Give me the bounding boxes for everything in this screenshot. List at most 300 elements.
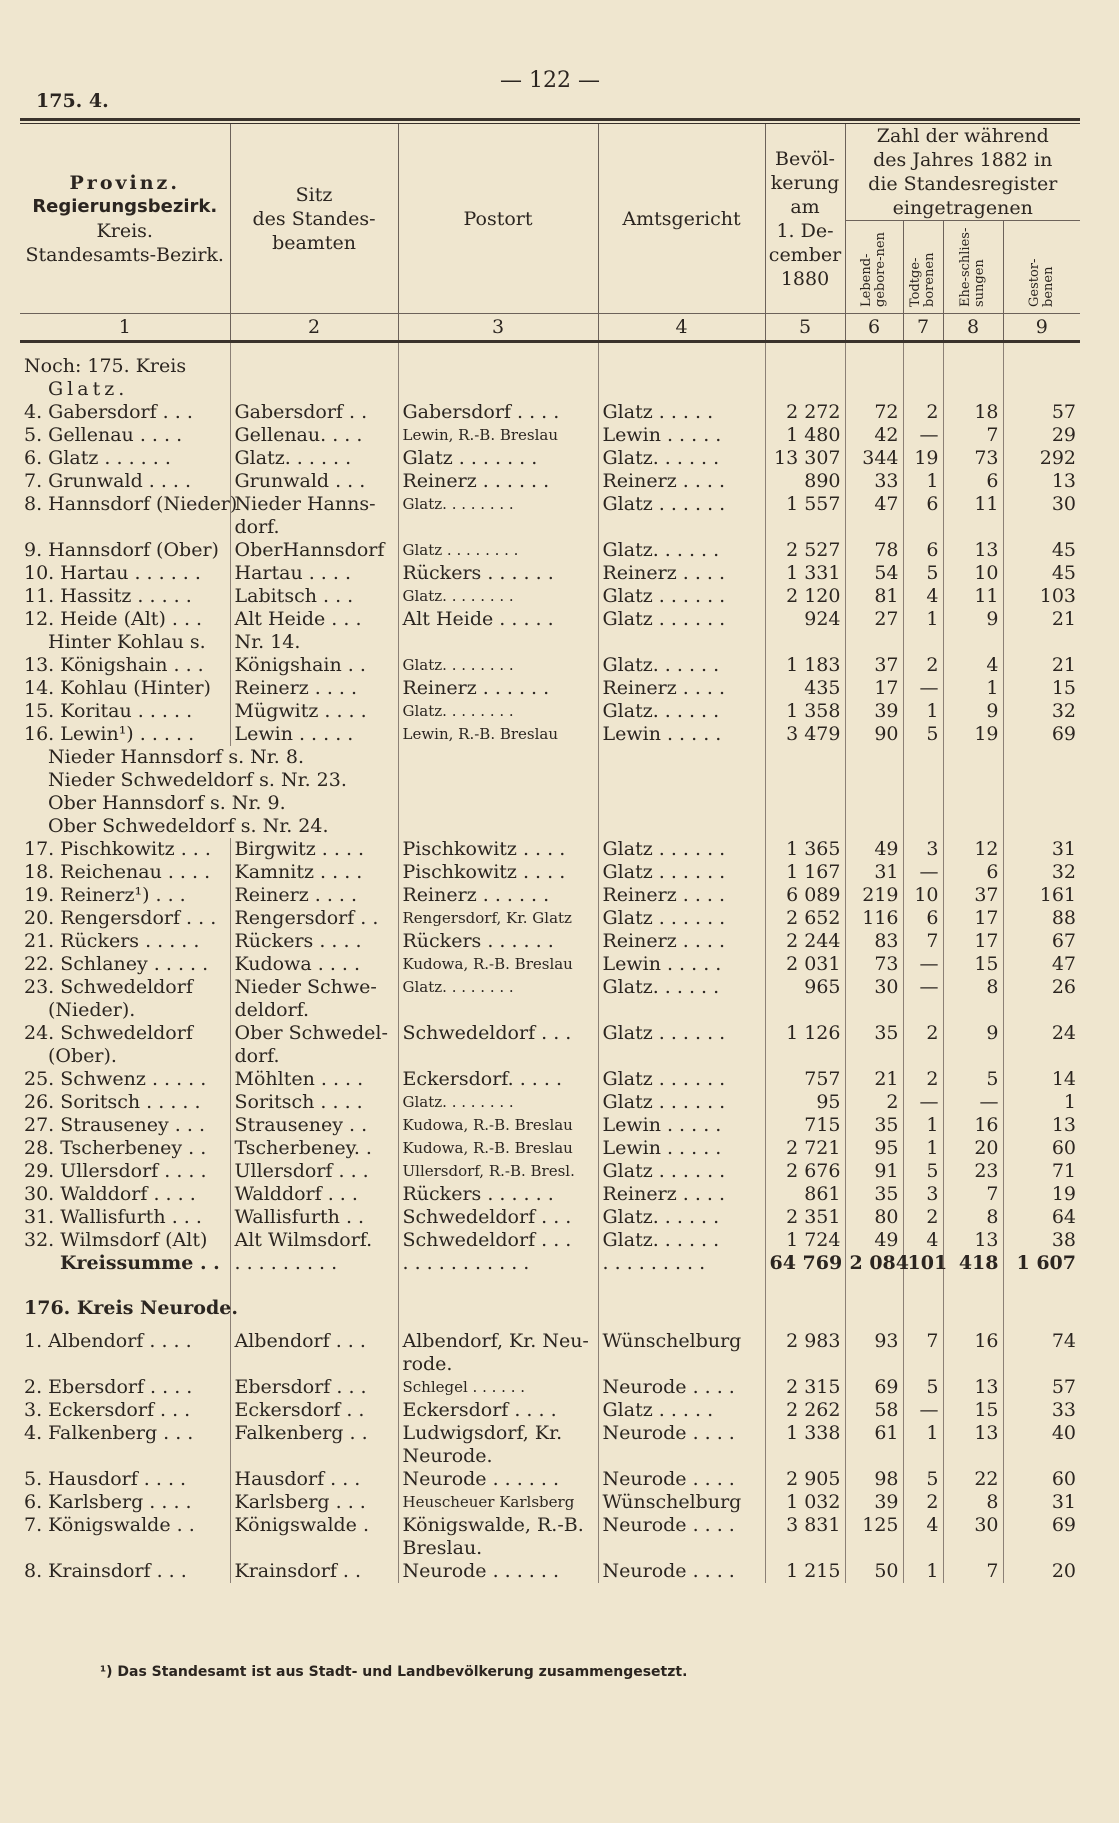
- cell-col-3: Gabersdorf . . . .: [398, 401, 598, 424]
- cell-col-6: [845, 999, 903, 1022]
- cell-col-1: Hinter Kohlau s.: [20, 631, 230, 654]
- table-row: [20, 1491, 1080, 1514]
- cell-col-1: 4. Falkenberg . . .: [20, 1422, 230, 1445]
- cell-col-7: 2: [903, 1068, 943, 1091]
- cell-col-8: —: [943, 1091, 1003, 1114]
- table-row: [20, 424, 1080, 447]
- cell-col-9: 21: [1051, 654, 1076, 676]
- table-row: [20, 1330, 1080, 1353]
- cell-col-2: [398, 792, 598, 815]
- cell-col-3: Glatz. . . . . . . .: [398, 700, 598, 723]
- cell-col-7: 5: [903, 1468, 943, 1491]
- table-row: [20, 1206, 1080, 1229]
- cell-col-3: Heuscheuer Karlsberg: [398, 1491, 598, 1514]
- table-row: [20, 585, 1080, 608]
- cell-col-9: 31: [1051, 1491, 1076, 1513]
- cell-col-1: 22. Schlaney . . . . .: [20, 953, 230, 976]
- cell-col-3: Reinerz . . . . . .: [398, 677, 598, 700]
- cell-col-4: Neurode . . . .: [598, 1376, 765, 1399]
- table-row: [20, 861, 1080, 884]
- table-row: [20, 907, 1080, 930]
- cell-col-5: 2 031: [765, 953, 845, 976]
- kreis-heading: [20, 355, 1080, 378]
- table-row: [20, 447, 1080, 470]
- cell-col-8: 8: [943, 976, 1003, 999]
- cell-col-6: [845, 343, 903, 355]
- cell-col-7: [903, 1353, 943, 1376]
- cell-col-3: Ludwigsdorf, Kr.: [398, 1422, 598, 1445]
- cell-col-9: 57: [1051, 401, 1076, 423]
- cell-col-7: 6: [903, 493, 943, 516]
- cell-col-9: [1003, 999, 1080, 1022]
- cell-col-9: 1: [1063, 1091, 1076, 1113]
- cell-col-4: Reinerz . . . .: [598, 562, 765, 585]
- cell-col-7: [903, 1320, 943, 1330]
- cell-col-3: [398, 999, 598, 1022]
- cell-col-1: 31. Wallisfurth . . .: [20, 1206, 230, 1229]
- cell-col-8: 7: [943, 424, 1003, 447]
- table-row: [20, 1229, 1080, 1252]
- cell-col-9: 88: [1051, 907, 1076, 929]
- cell-col-5: [845, 746, 903, 769]
- cell-col-6: [903, 815, 943, 838]
- cell-col-8: 20: [943, 1137, 1003, 1160]
- cell-col-5: 2 721: [765, 1137, 845, 1160]
- cell-col-7: 7: [903, 1330, 943, 1353]
- cell-col-9: [1003, 1045, 1080, 1068]
- cell-col-9: 30: [1051, 493, 1076, 515]
- cell-col-9: 45: [1051, 562, 1076, 584]
- cell-col-4: [765, 769, 845, 792]
- cell-col-2: Krainsdorf . .: [230, 1560, 398, 1583]
- cell-col-1: 14. Kohlau (Hinter): [20, 677, 230, 700]
- col-header-7: Todtge-borenen: [903, 221, 943, 314]
- cell-col-6: 54: [845, 562, 903, 585]
- cell-col-3: [598, 792, 765, 815]
- cell-col-4: Glatz. . . . . .: [598, 976, 765, 999]
- cell-col-3: Schwedeldorf . . .: [398, 1206, 598, 1229]
- cell-col-9: 74: [1051, 1330, 1076, 1352]
- cell-col-2: Lewin . . . . .: [230, 723, 398, 746]
- cell-col-2: Alt Wilmsdorf.: [230, 1229, 398, 1252]
- cell-col-7: 5: [903, 1160, 943, 1183]
- cell-col-7: —: [903, 1091, 943, 1114]
- table-row: [20, 723, 1080, 746]
- cell-col-1: [20, 516, 230, 539]
- cell-col-3: [398, 1320, 598, 1330]
- cell-col-6: 35: [845, 1114, 903, 1137]
- table-row: [20, 838, 1080, 861]
- cell-col-4: [598, 1445, 765, 1468]
- cell-col-9: 47: [1051, 953, 1076, 975]
- cell-col-2: Rengersdorf . .: [230, 907, 398, 930]
- col-header-6: Lebend-gebore-nen: [845, 221, 903, 314]
- cell-col-6: [845, 516, 903, 539]
- cell-col-5: 435: [765, 677, 845, 700]
- cell-col-8: [943, 1320, 1003, 1330]
- cell-col-3: Rückers . . . . . .: [398, 930, 598, 953]
- table-row: [20, 401, 1080, 424]
- cell-col-3: Neurode . . . . . .: [398, 1560, 598, 1583]
- crossref-row: [20, 815, 1080, 838]
- cell-col-5: 2 120: [765, 585, 845, 608]
- cell-col-6: 98: [845, 1468, 903, 1491]
- cell-col-4: Glatz . . . . .: [598, 1399, 765, 1422]
- cell-col-2: Nieder Schwe-: [230, 976, 398, 999]
- cell-col-5: 2 262: [765, 1399, 845, 1422]
- cell-col-1: 10. Hartau . . . . . .: [20, 562, 230, 585]
- cell-col-8: 6: [943, 861, 1003, 884]
- cell-col-7: 19: [903, 447, 943, 470]
- cell-col-6: [845, 355, 903, 378]
- cell-col-5: 95: [765, 1091, 845, 1114]
- cell-col-2: [230, 1320, 398, 1330]
- cell-col-8: 22: [943, 1468, 1003, 1491]
- cell-col-7: [903, 631, 943, 654]
- table-row: [20, 470, 1080, 493]
- cell-col-7: 3: [903, 838, 943, 861]
- cell-col-8: [1003, 769, 1080, 792]
- cell-col-7: 6: [903, 907, 943, 930]
- cell-col-2: dorf.: [230, 516, 398, 539]
- cell-col-7: 5: [903, 1376, 943, 1399]
- cell-col-1: 3. Eckersdorf . . .: [20, 1399, 230, 1422]
- cell-col-3: Neurode . . . . . .: [398, 1468, 598, 1491]
- cell-col-9: 29: [1051, 424, 1076, 446]
- cell-col-1: 4. Gabersdorf . . .: [20, 401, 230, 424]
- cell-col-3: Glatz. . . . . . . .: [398, 976, 598, 999]
- cell-col-2: Alt Heide . . .: [230, 608, 398, 631]
- cell-col-4: . . . . . . . . .: [598, 1252, 765, 1275]
- cell-col-1: 9. Hannsdorf (Ober): [20, 539, 230, 562]
- cell-col-6: [845, 1297, 903, 1320]
- cell-col-2: [230, 343, 398, 355]
- cell-col-1: 27. Strauseney . . .: [20, 1114, 230, 1137]
- cell-col-3: Schwedeldorf . . .: [398, 1022, 598, 1045]
- cell-col-4: Glatz . . . . . .: [598, 493, 765, 516]
- table-row: [20, 1091, 1080, 1114]
- cell-col-5: 1 183: [765, 654, 845, 677]
- cell-col-9: [1003, 631, 1080, 654]
- cell-col-5: [765, 1320, 845, 1330]
- cell-col-7: 1: [903, 1422, 943, 1445]
- cell-col-5: 924: [765, 608, 845, 631]
- cell-col-8: 37: [943, 884, 1003, 907]
- cell-col-3: Eckersdorf . . . .: [398, 1399, 598, 1422]
- table-row: [20, 631, 1080, 654]
- cell-col-3: Glatz. . . . . . . .: [398, 493, 598, 516]
- cell-col-6: 39: [845, 1491, 903, 1514]
- cell-col-2: [398, 815, 598, 838]
- cell-col-1: Nieder Schwedeldorf s. Nr. 23.: [20, 769, 398, 792]
- cell-col-4: Glatz. . . . . .: [598, 1229, 765, 1252]
- cell-col-4: Glatz . . . . . .: [598, 1068, 765, 1091]
- cell-col-4: Reinerz . . . .: [598, 930, 765, 953]
- cell-col-8: [943, 1275, 1003, 1297]
- cell-col-3: Rückers . . . . . .: [398, 1183, 598, 1206]
- cell-col-3: Ullersdorf, R.-B. Bresl.: [398, 1160, 598, 1183]
- cell-col-8: 13: [943, 1376, 1003, 1399]
- cell-col-5: 2 351: [765, 1206, 845, 1229]
- cell-col-5: [765, 378, 845, 401]
- cell-col-1: 6. Glatz . . . . . .: [20, 447, 230, 470]
- cell-col-6: [845, 1537, 903, 1560]
- cell-col-7: 1: [903, 1114, 943, 1137]
- cell-col-7: [903, 343, 943, 355]
- cell-col-8: 11: [943, 493, 1003, 516]
- table-row: [20, 654, 1080, 677]
- table-row: [20, 562, 1080, 585]
- cell-col-4: Glatz. . . . . .: [598, 447, 765, 470]
- kreissumme-row: [20, 1252, 1080, 1275]
- cell-col-7: [903, 1445, 943, 1468]
- cell-col-7: 5: [903, 562, 943, 585]
- cell-col-4: Glatz. . . . . .: [598, 700, 765, 723]
- cell-col-1: 8. Krainsdorf . . .: [20, 1560, 230, 1583]
- cell-col-4: Wünschelburg: [598, 1330, 765, 1353]
- cell-col-9: [1003, 1537, 1080, 1560]
- cell-col-4: [598, 516, 765, 539]
- spacer-row: [20, 1320, 1080, 1330]
- cell-col-7: 2: [903, 1022, 943, 1045]
- table-row: [20, 1045, 1080, 1068]
- cell-col-8: [943, 516, 1003, 539]
- table-row: [20, 1399, 1080, 1422]
- cell-col-3: Kudowa, R.-B. Breslau: [398, 1137, 598, 1160]
- cell-col-5: 2 527: [765, 539, 845, 562]
- cell-col-3: Kudowa, R.-B. Breslau: [398, 953, 598, 976]
- cell-col-6: 21: [845, 1068, 903, 1091]
- cell-col-9: 60: [1051, 1137, 1076, 1159]
- register-table-body: [20, 343, 1080, 1583]
- cell-col-5: [765, 355, 845, 378]
- cell-col-8: [1003, 815, 1080, 838]
- cell-col-8: 13: [943, 1229, 1003, 1252]
- cell-col-3: Schlegel . . . . . .: [398, 1376, 598, 1399]
- cell-col-7: —: [903, 861, 943, 884]
- register-table: [20, 343, 1080, 1583]
- cell-col-5: [765, 516, 845, 539]
- cell-col-2: Rückers . . . .: [230, 930, 398, 953]
- cell-col-2: Albendorf . . .: [230, 1330, 398, 1353]
- page-number: — 122 —: [500, 68, 600, 93]
- cell-col-8: 4: [943, 654, 1003, 677]
- cell-col-6: 42: [845, 424, 903, 447]
- cell-col-2: Nr. 14.: [230, 631, 398, 654]
- cell-col-6: 17: [845, 677, 903, 700]
- cell-col-9: 32: [1051, 700, 1076, 722]
- cell-col-6: 90: [845, 723, 903, 746]
- cell-col-7: [943, 792, 1003, 815]
- cell-col-9: [1003, 1275, 1080, 1297]
- cell-col-4: Glatz. . . . . .: [598, 654, 765, 677]
- cell-col-5: [765, 631, 845, 654]
- cell-col-7: [903, 1297, 943, 1320]
- cell-col-2: OberHannsdorf: [230, 539, 398, 562]
- cell-col-2: [230, 355, 398, 378]
- table-row: [20, 539, 1080, 562]
- cell-col-9: 161: [1039, 884, 1076, 906]
- spacer-row: [20, 1275, 1080, 1297]
- cell-col-4: Glatz . . . . . .: [598, 1022, 765, 1045]
- cell-col-4: [598, 631, 765, 654]
- cell-col-2: Walddorf . . .: [230, 1183, 398, 1206]
- table-row: [20, 1468, 1080, 1491]
- cell-col-4: [598, 1537, 765, 1560]
- cell-col-9: 32: [1051, 861, 1076, 883]
- cell-col-8: 17: [943, 930, 1003, 953]
- cell-col-7: [903, 1275, 943, 1297]
- cell-col-7: 1: [903, 470, 943, 493]
- cell-col-9: 292: [1039, 447, 1076, 469]
- cell-col-9: 21: [1051, 608, 1076, 630]
- cell-col-9: [1003, 1297, 1080, 1320]
- cell-col-1: 17. Pischkowitz . . .: [20, 838, 230, 861]
- table-row: [20, 976, 1080, 999]
- cell-col-7: 2: [903, 1491, 943, 1514]
- cell-col-4: Neurode . . . .: [598, 1422, 765, 1445]
- cell-col-6: 2: [845, 1091, 903, 1114]
- cell-col-2: Eckersdorf . .: [230, 1399, 398, 1422]
- cell-col-6: 31: [845, 861, 903, 884]
- cell-col-2: Möhlten . . . .: [230, 1068, 398, 1091]
- cell-col-4: Glatz . . . . . .: [598, 907, 765, 930]
- cell-col-3: Kudowa, R.-B. Breslau: [398, 1114, 598, 1137]
- cell-col-5: 965: [765, 976, 845, 999]
- cell-col-3: Eckersdorf. . . . .: [398, 1068, 598, 1091]
- footnote: ¹) Das Standesamt ist aus Stadt- und Landbevölkerung zusammengesetzt.: [100, 1664, 688, 1680]
- cell-col-8: [1003, 792, 1080, 815]
- cell-col-2: Gellenau. . . .: [230, 424, 398, 447]
- cell-col-6: 344: [845, 447, 903, 470]
- cell-col-8: 18: [943, 401, 1003, 424]
- cell-col-6: 35: [845, 1022, 903, 1045]
- cell-col-5: 2 676: [765, 1160, 845, 1183]
- cell-col-6: 78: [845, 539, 903, 562]
- cell-col-9: 57: [1051, 1376, 1076, 1398]
- cell-col-4: Reinerz . . . .: [598, 470, 765, 493]
- cell-col-9: 45: [1051, 539, 1076, 561]
- cell-col-6: 72: [845, 401, 903, 424]
- cell-col-7: 2: [903, 1206, 943, 1229]
- cell-col-8: 8: [943, 1491, 1003, 1514]
- page: [20, 60, 1080, 1680]
- cell-col-7: —: [903, 1399, 943, 1422]
- cell-col-4: Reinerz . . . .: [598, 677, 765, 700]
- cell-col-1: 16. Lewin¹) . . . . .: [20, 723, 230, 746]
- col-header-1: Provinz. Regierungsbezirk. Kreis. Standesamts-Bezirk.: [20, 124, 230, 314]
- cell-col-2: Karlsberg . . .: [230, 1491, 398, 1514]
- cell-col-1: Ober Schwedeldorf s. Nr. 24.: [20, 815, 398, 838]
- cell-col-4: [598, 355, 765, 378]
- cell-col-5: [765, 999, 845, 1022]
- cell-col-1: [20, 1353, 230, 1376]
- cell-col-6: [845, 1353, 903, 1376]
- cell-col-2: Ullersdorf . . .: [230, 1160, 398, 1183]
- cell-col-1: 8. Hannsdorf (Nieder): [20, 493, 230, 516]
- cell-col-1: 19. Reinerz¹) . . .: [20, 884, 230, 907]
- cell-col-9: 69: [1051, 1514, 1076, 1536]
- table-row: [20, 1114, 1080, 1137]
- cell-col-5: 1 358: [765, 700, 845, 723]
- table-row: [20, 1183, 1080, 1206]
- cell-col-5: [845, 769, 903, 792]
- cell-col-8: [943, 1445, 1003, 1468]
- cell-col-7: —: [903, 953, 943, 976]
- table-row: [20, 1068, 1080, 1091]
- cell-col-1: [20, 343, 230, 355]
- cell-col-9: 103: [1039, 585, 1076, 607]
- cell-col-7: —: [903, 976, 943, 999]
- cell-col-5: 890: [765, 470, 845, 493]
- cell-col-6: [845, 1275, 903, 1297]
- cell-col-7: 4: [903, 1514, 943, 1537]
- table-row: [20, 608, 1080, 631]
- cell-col-6: 37: [845, 654, 903, 677]
- cell-col-2: Ebersdorf . . .: [230, 1376, 398, 1399]
- cell-col-3: Pischkowitz . . . .: [398, 838, 598, 861]
- column-numbers: 1 2 3 4 5 6 7 8 9: [20, 314, 1080, 342]
- cell-col-5: 1 215: [765, 1560, 845, 1583]
- cell-col-1: Kreissumme . .: [20, 1252, 230, 1275]
- cell-col-3: Lewin, R.-B. Breslau: [398, 723, 598, 746]
- cell-col-3: Glatz . . . . . . . .: [398, 539, 598, 562]
- table-row: [20, 493, 1080, 516]
- cell-col-1: 23. Schwedeldorf: [20, 976, 230, 999]
- cell-col-2: Birgwitz . . . .: [230, 838, 398, 861]
- cell-col-3: Glatz. . . . . . . .: [398, 1091, 598, 1114]
- cell-col-7: —: [903, 424, 943, 447]
- cell-col-1: 18. Reichenau . . . .: [20, 861, 230, 884]
- cell-col-6: [845, 1045, 903, 1068]
- cell-col-7: [903, 516, 943, 539]
- cell-col-8: 5: [943, 1068, 1003, 1091]
- cell-col-9: 33: [1051, 1399, 1076, 1421]
- cell-col-4: Lewin . . . . .: [598, 1137, 765, 1160]
- cell-col-5: 1 338: [765, 1422, 845, 1445]
- cell-col-3: . . . . . . . . . . .: [398, 1252, 598, 1275]
- cell-col-5: 757: [765, 1068, 845, 1091]
- cell-col-8: 8: [943, 1206, 1003, 1229]
- cell-col-1: 7. Grunwald . . . .: [20, 470, 230, 493]
- cell-col-5: [765, 1353, 845, 1376]
- table-row: [20, 1422, 1080, 1445]
- cell-col-8: 7: [943, 1183, 1003, 1206]
- cell-col-7: 5: [903, 723, 943, 746]
- cell-col-3: [598, 815, 765, 838]
- cell-col-5: 2 983: [765, 1330, 845, 1353]
- col-header-2: Sitz des Standes- beamten: [230, 124, 398, 314]
- cell-col-4: Glatz . . . . . .: [598, 838, 765, 861]
- cell-col-4: [765, 792, 845, 815]
- col-header-8: Ehe-schlies-sungen: [943, 221, 1003, 314]
- cell-col-3: [398, 516, 598, 539]
- cell-col-1: Noch: 175. Kreis: [20, 355, 230, 378]
- cell-col-8: 1: [943, 677, 1003, 700]
- table-row: [20, 1376, 1080, 1399]
- cell-col-5: [765, 1045, 845, 1068]
- crossref-row: [20, 746, 1080, 769]
- cell-col-3: Rengersdorf, Kr. Glatz: [398, 907, 598, 930]
- cell-col-1: 24. Schwedeldorf: [20, 1022, 230, 1045]
- cell-col-1: [20, 1275, 230, 1297]
- cell-col-7: [903, 378, 943, 401]
- cell-col-2: [230, 1275, 398, 1297]
- cell-col-8: 19: [943, 723, 1003, 746]
- cell-col-6: [845, 1445, 903, 1468]
- cell-col-3: Glatz . . . . . . .: [398, 447, 598, 470]
- cell-col-7: [943, 815, 1003, 838]
